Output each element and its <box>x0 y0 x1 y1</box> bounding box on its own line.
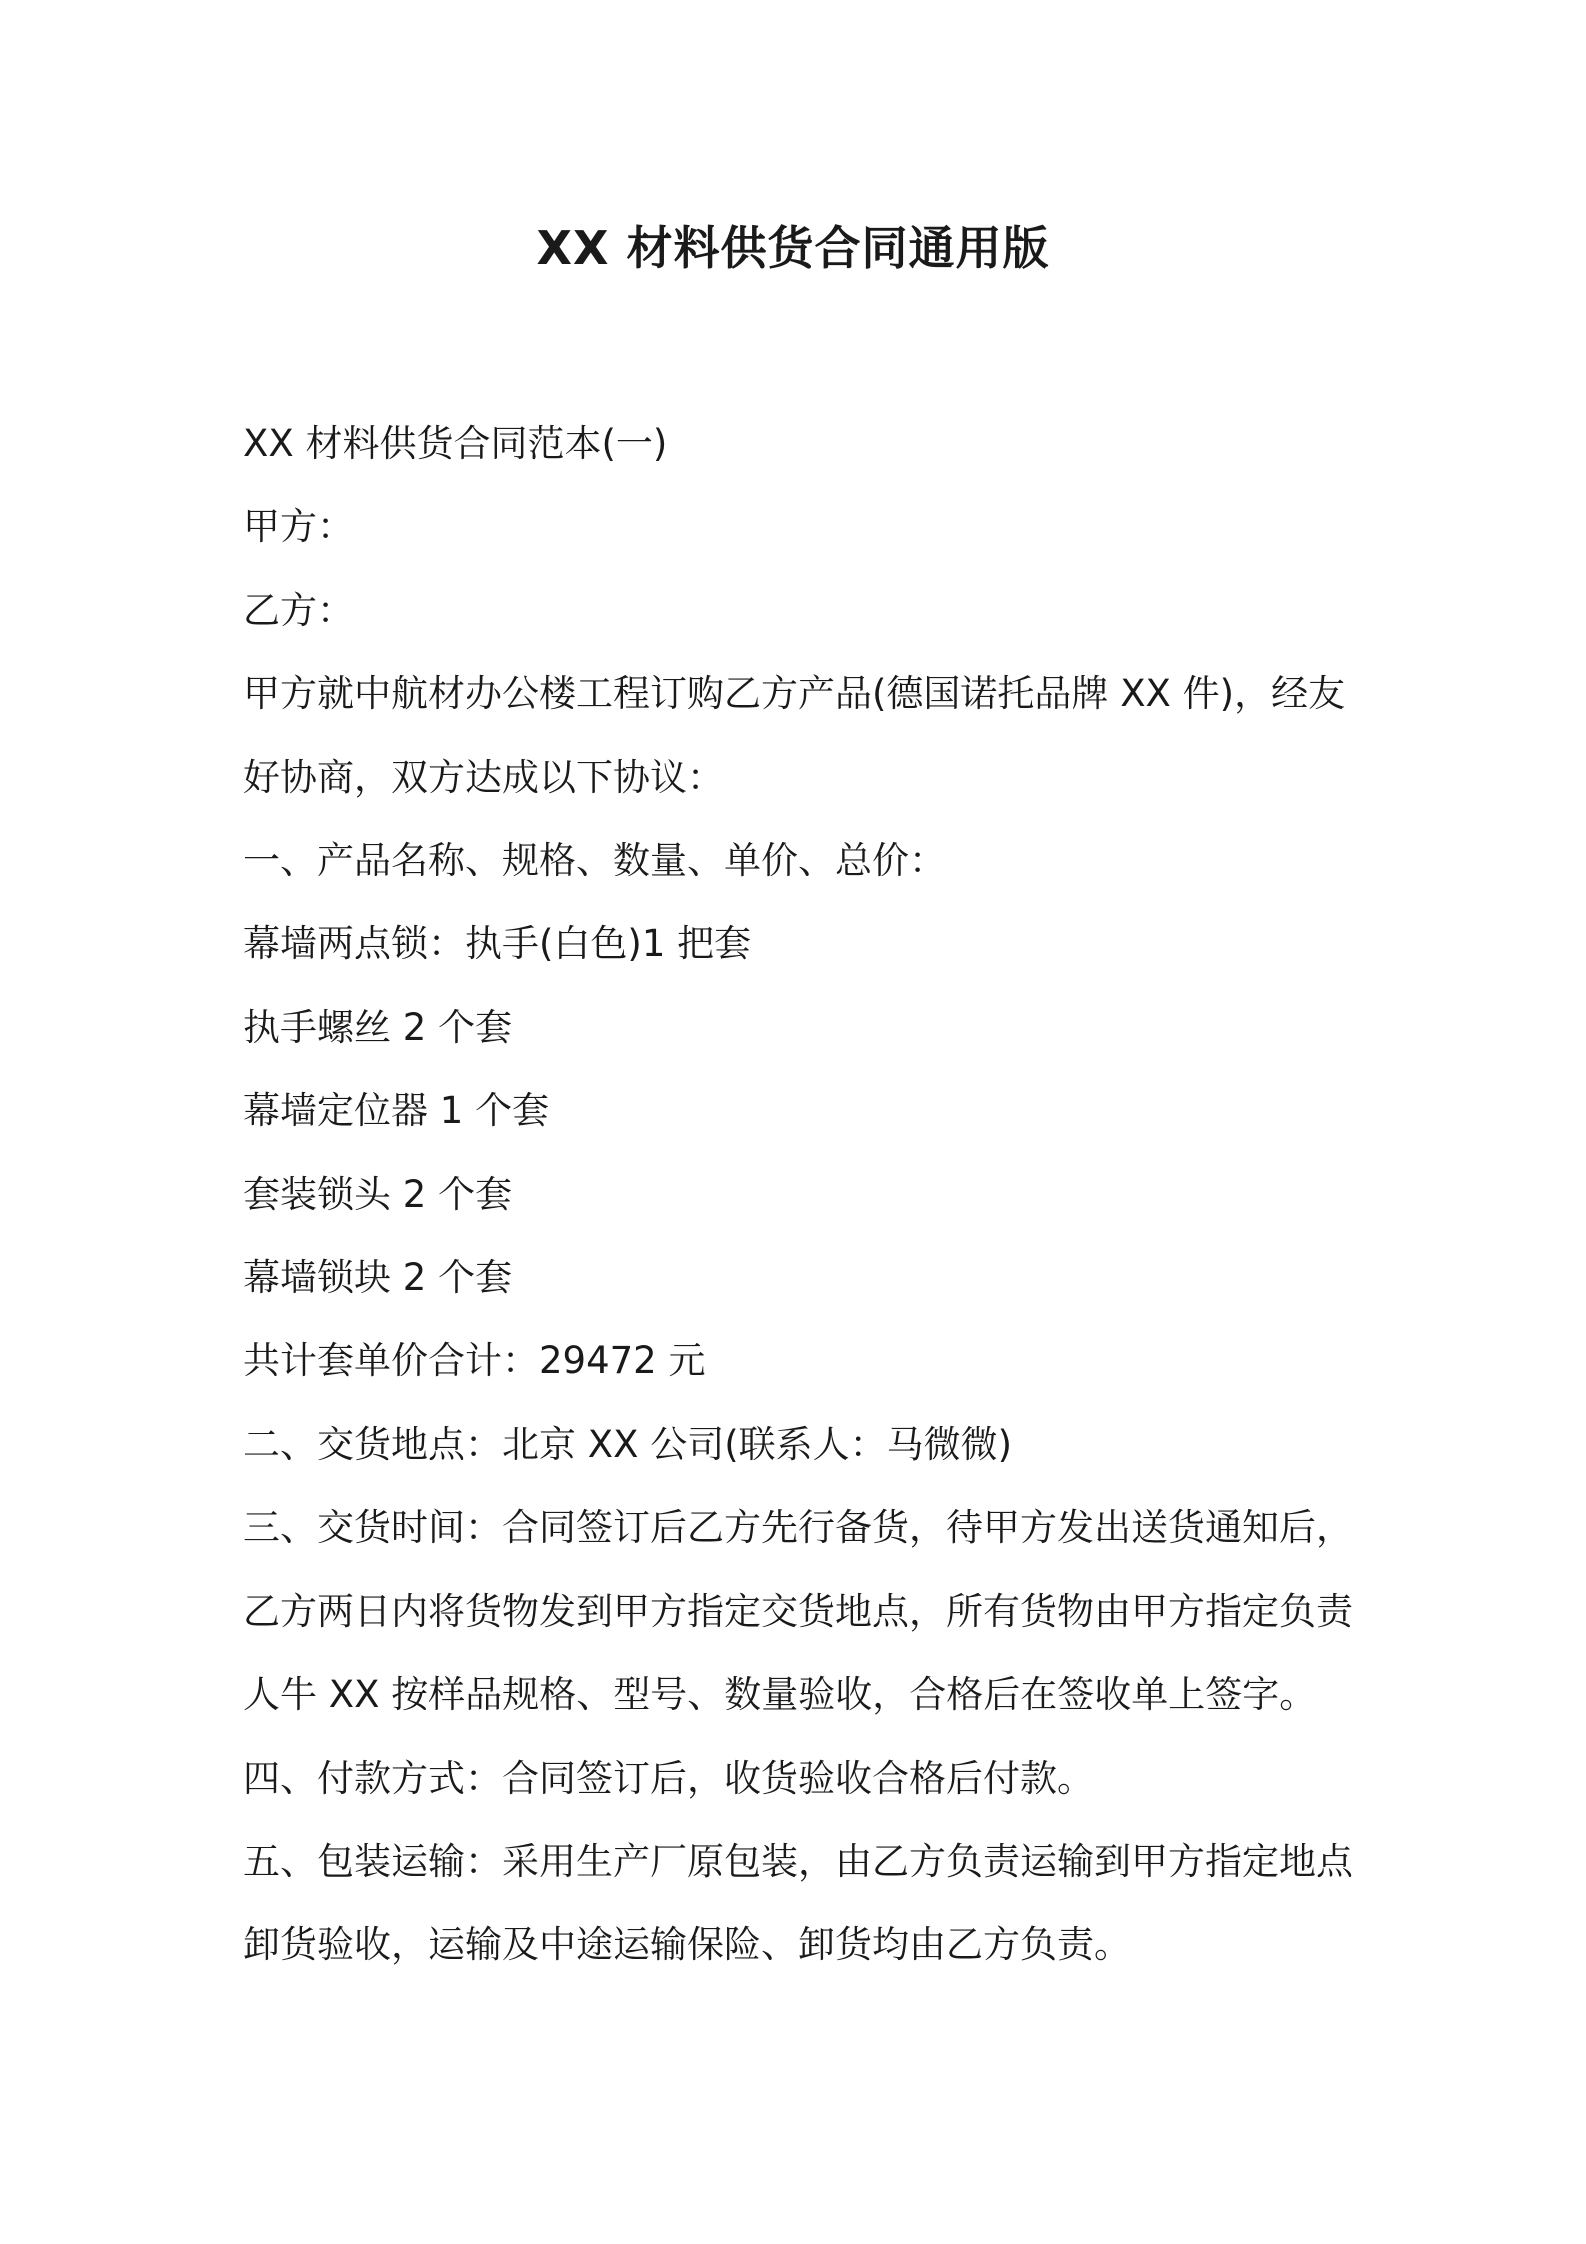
intro-paragraph-line-1: 甲方就中航材办公楼工程订购乙方产品(德国诺托品牌 XX 件)，经友 <box>243 672 1346 716</box>
section-1-heading: 一、产品名称、规格、数量、单价、总价： <box>243 839 946 883</box>
section-3-delivery-time-line-1: 三、交货时间：合同签订后乙方先行备货，待甲方发出送货通知后， <box>243 1506 1353 1550</box>
section-4-payment: 四、付款方式：合同签订后，收货验收合格后付款。 <box>243 1756 1094 1800</box>
section-5-packaging-line-2: 卸货验收，运输及中途运输保险、卸货均由乙方负责。 <box>243 1923 1131 1967</box>
intro-paragraph-line-2: 好协商，双方达成以下协议： <box>243 755 724 799</box>
product-item-4: 套装锁头 2 个套 <box>243 1172 513 1216</box>
party-a-line: 甲方： <box>243 505 354 549</box>
contract-template-heading: XX 材料供货合同范本(一) <box>243 422 668 465</box>
product-item-3: 幕墙定位器 1 个套 <box>243 1089 550 1133</box>
section-3-delivery-time-line-2: 乙方两日内将货物发到甲方指定交货地点，所有货物由甲方指定负责 <box>243 1589 1353 1633</box>
total-price-line: 共计套单价合计：29472 元 <box>243 1339 706 1383</box>
product-item-1: 幕墙两点锁：执手(白色)1 把套 <box>243 922 752 966</box>
document-body <box>243 402 1363 1987</box>
document-title: XX 材料供货合同通用版 <box>536 221 1050 275</box>
section-5-packaging-line-1: 五、包装运输：采用生产厂原包装，由乙方负责运输到甲方指定地点 <box>243 1839 1353 1883</box>
section-3-delivery-time-line-3: 人牛 XX 按样品规格、型号、数量验收，合格后在签收单上签字。 <box>243 1673 1317 1717</box>
party-b-line: 乙方： <box>243 588 354 632</box>
product-item-5: 幕墙锁块 2 个套 <box>243 1256 513 1300</box>
section-2-delivery-location: 二、交货地点：北京 XX 公司(联系人：马微微) <box>243 1422 1013 1466</box>
product-item-2: 执手螺丝 2 个套 <box>243 1005 513 1049</box>
